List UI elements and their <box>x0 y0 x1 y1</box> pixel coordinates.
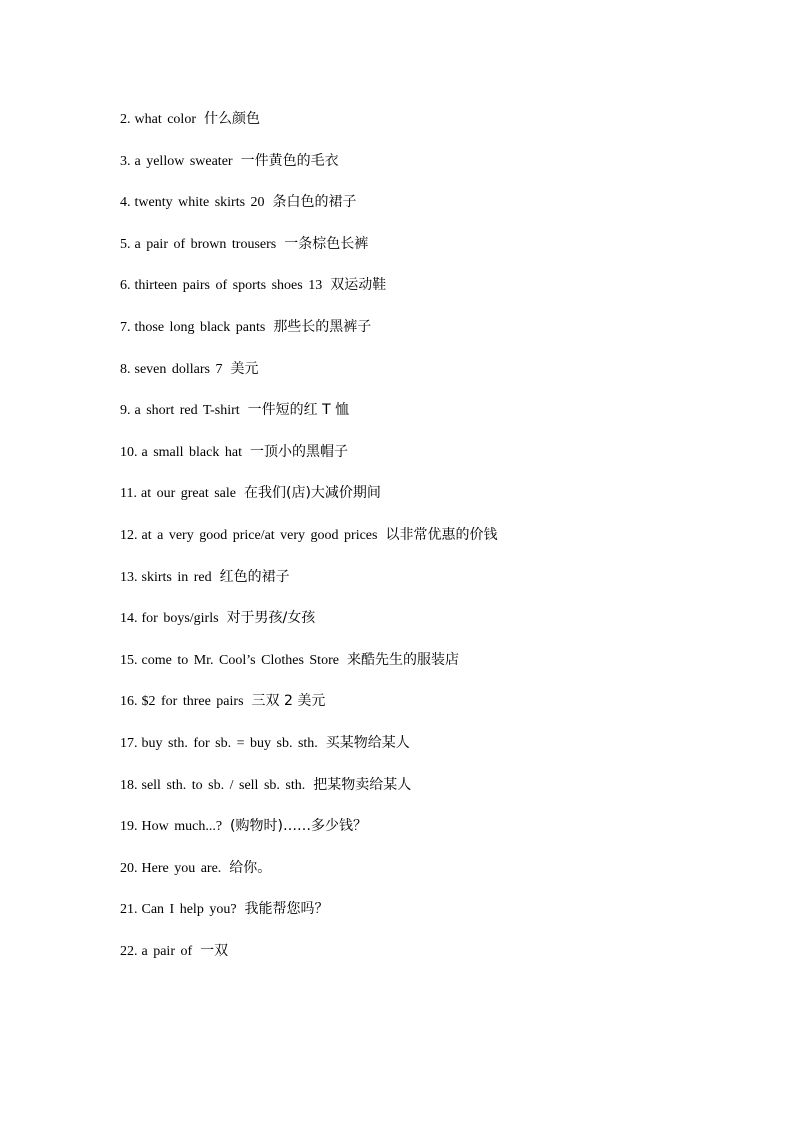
phrase-item <box>120 606 720 648</box>
english-phrase: a yellow sweater <box>134 153 233 169</box>
item-number: 3. <box>120 153 131 169</box>
item-number: 2. <box>120 112 131 127</box>
item-number: 13. <box>120 569 138 585</box>
item-number: 7. <box>120 319 131 335</box>
chinese-translation: (购物时)……多少钱？ <box>230 818 367 835</box>
chinese-translation: 来酷先生的服装店 <box>346 651 459 668</box>
english-phrase: Can I help you? <box>141 902 237 918</box>
phrase-item <box>120 689 720 731</box>
chinese-translation: 双运动鞋 <box>330 277 387 294</box>
chinese-translation: 把某物卖给某人 <box>313 776 412 793</box>
phrase-item <box>120 107 720 149</box>
item-number: 6. <box>120 278 131 294</box>
item-number: 8. <box>120 361 131 377</box>
item-number: 9. <box>120 403 131 419</box>
phrase-item <box>120 149 720 191</box>
chinese-translation: 一条棕色长裤 <box>284 235 369 252</box>
english-phrase: skirts in red <box>141 569 212 585</box>
phrase-item <box>120 773 720 815</box>
item-number: 18. <box>120 777 138 793</box>
english-phrase: a pair of <box>141 943 193 959</box>
english-phrase: sell sth. to sb. / sell sb. sth. <box>141 777 306 793</box>
english-phrase: How much...? <box>141 819 223 835</box>
item-number: 11. <box>120 486 137 502</box>
english-phrase: Here you are. <box>141 860 222 876</box>
item-number: 17. <box>120 735 138 751</box>
phrase-item <box>120 939 720 981</box>
english-phrase: a short red T-shirt <box>134 403 240 419</box>
chinese-translation: 一件短的红 T 恤 <box>247 402 350 419</box>
phrase-item <box>120 357 720 399</box>
item-number: 22. <box>120 943 138 959</box>
chinese-translation: 什么颜色 <box>203 111 260 127</box>
chinese-translation: 一件黄色的毛衣 <box>240 152 339 169</box>
english-phrase: those long black pants <box>134 319 266 335</box>
chinese-translation: 在我们(店)大减价期间 <box>244 485 381 502</box>
phrase-item <box>120 273 720 315</box>
phrase-item <box>120 856 720 898</box>
english-phrase: buy sth. for sb. = buy sb. sth. <box>141 735 318 751</box>
item-number: 21. <box>120 902 138 918</box>
item-number: 16. <box>120 694 138 710</box>
chinese-translation: 给你。 <box>229 859 272 876</box>
phrase-item <box>120 897 720 939</box>
english-phrase: seven dollars 7 <box>134 361 223 377</box>
chinese-translation: 以非常优惠的价钱 <box>385 526 498 543</box>
item-number: 4. <box>120 195 131 211</box>
chinese-translation: 那些长的黑裤子 <box>273 318 372 335</box>
chinese-translation: 对于男孩/女孩 <box>226 610 316 627</box>
item-number: 14. <box>120 611 138 627</box>
english-phrase: a pair of brown trousers <box>134 236 277 252</box>
item-number: 15. <box>120 652 138 668</box>
phrase-item <box>120 481 720 523</box>
chinese-translation: 条白色的裙子 <box>272 194 357 211</box>
item-number: 10. <box>120 444 138 460</box>
phrase-item <box>120 315 720 357</box>
phrase-item <box>120 190 720 232</box>
chinese-translation: 红色的裙子 <box>219 568 290 585</box>
item-number: 5. <box>120 236 131 252</box>
english-phrase: come to Mr. Cool’s Clothes Store <box>141 652 339 668</box>
english-phrase: twenty white skirts 20 <box>134 195 265 211</box>
chinese-translation: 买某物给某人 <box>325 734 410 751</box>
english-phrase: at our great sale <box>140 486 236 502</box>
phrase-item <box>120 648 720 690</box>
chinese-translation: 一顶小的黑帽子 <box>249 443 348 460</box>
phrase-item <box>120 440 720 482</box>
chinese-translation: 一双 <box>200 942 229 959</box>
phrase-item <box>120 731 720 773</box>
english-phrase: for boys/girls <box>141 611 219 627</box>
english-phrase: thirteen pairs of sports shoes 13 <box>134 278 323 294</box>
phrase-item <box>120 814 720 856</box>
chinese-translation: 我能帮您吗？ <box>244 901 329 918</box>
phrase-item <box>120 565 720 607</box>
english-phrase: a small black hat <box>141 444 242 460</box>
phrase-item <box>120 232 720 274</box>
english-phrase: $2 for three pairs <box>141 694 244 710</box>
phrase-item <box>120 398 720 440</box>
phrase-list <box>120 107 720 980</box>
phrase-item <box>120 523 720 565</box>
item-number: 19. <box>120 819 138 835</box>
item-number: 20. <box>120 860 138 876</box>
chinese-translation: 美元 <box>230 360 259 377</box>
english-phrase: at a very good price/at very good prices <box>141 527 378 543</box>
chinese-translation: 三双 2 美元 <box>251 693 326 710</box>
english-phrase: what color <box>134 112 196 127</box>
item-number: 12. <box>120 527 138 543</box>
